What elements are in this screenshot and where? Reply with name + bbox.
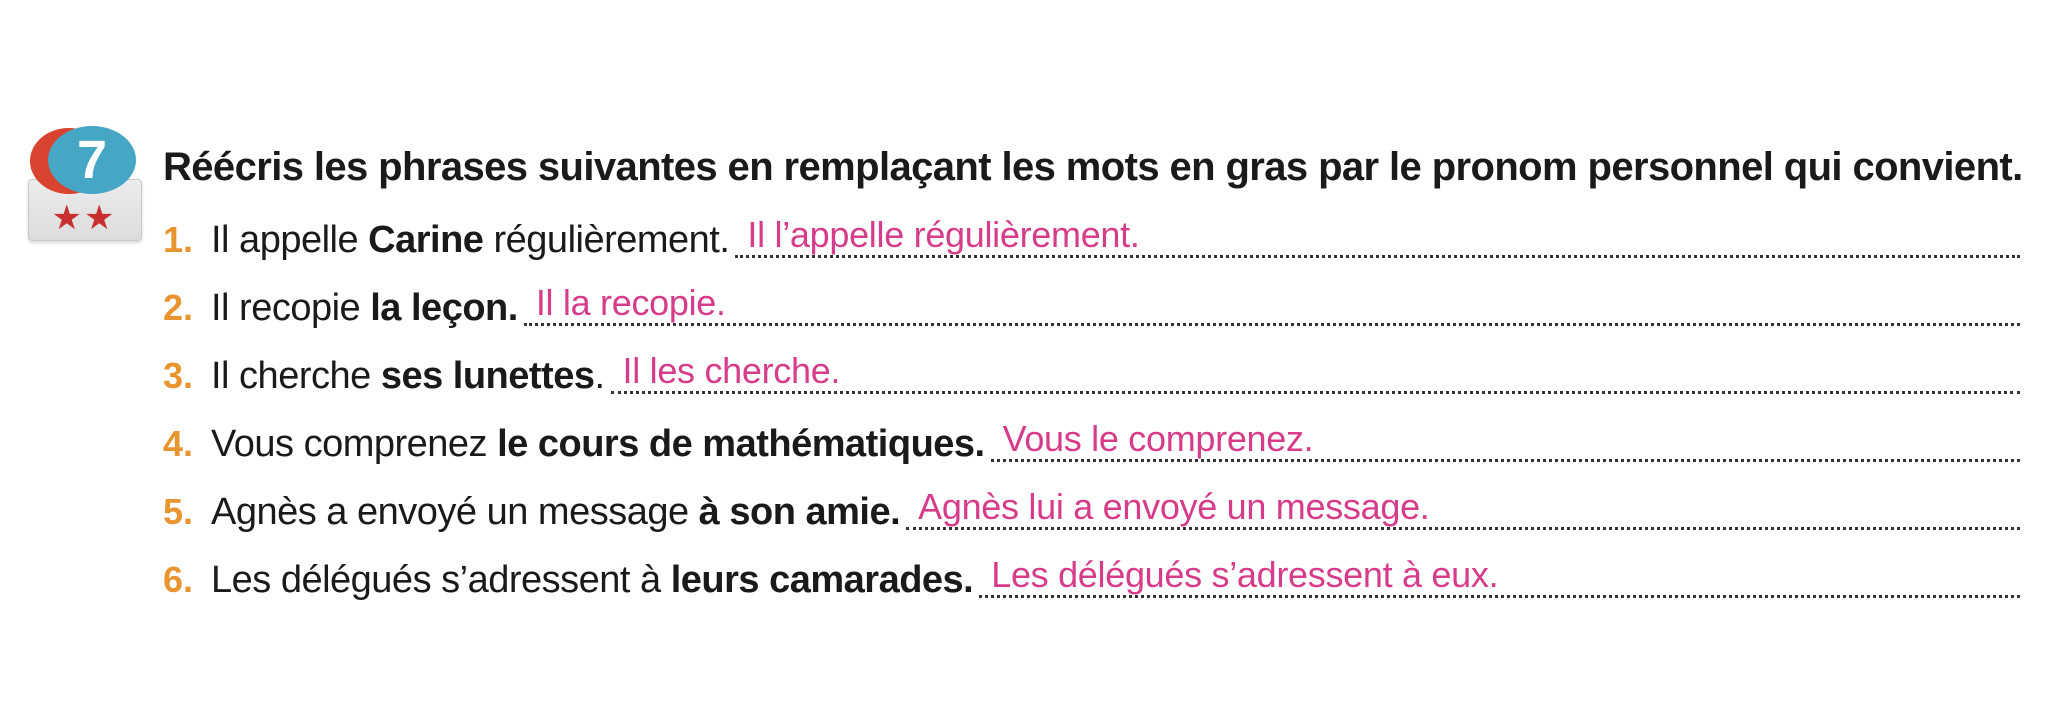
item-sentence xyxy=(211,284,518,332)
exercise-item-5 xyxy=(163,480,2020,536)
sentence-text: Agnès a envoyé un message xyxy=(211,491,699,533)
item-number: 5. xyxy=(163,491,194,532)
item-number: 3. xyxy=(163,355,194,396)
exercise-item-1 xyxy=(163,208,2020,264)
item-number: 4. xyxy=(163,423,194,464)
exercise-item-6 xyxy=(163,548,2020,604)
item-sentence xyxy=(211,488,900,536)
exercise-item-4 xyxy=(163,412,2020,468)
exercise-item-3 xyxy=(163,344,2020,400)
answer-line[interactable] xyxy=(979,547,2020,598)
sentence-text: Il recopie xyxy=(211,287,371,329)
answer-line[interactable] xyxy=(524,275,2020,326)
exercise-number: 7 xyxy=(48,126,136,194)
handwritten-answer: Il l’appelle régulièrement. xyxy=(747,214,1140,255)
sentence-bold-words: la leçon. xyxy=(370,287,518,329)
item-number: 2. xyxy=(163,287,194,328)
handwritten-answer: Vous le comprenez. xyxy=(1002,418,1314,459)
item-sentence xyxy=(211,216,729,264)
item-sentence xyxy=(211,556,973,604)
item-sentence xyxy=(211,420,985,468)
sentence-text-end: . xyxy=(594,355,605,397)
sentence-bold-words: Carine xyxy=(368,219,484,261)
sentence-bold-words: le cours de mathématiques. xyxy=(497,423,985,465)
handwritten-answer: Il les cherche. xyxy=(622,350,841,391)
sentence-text: Il appelle xyxy=(211,219,369,261)
sentence-text: Il cherche xyxy=(211,355,381,397)
difficulty-stars-icon: ★★ xyxy=(51,199,117,237)
item-sentence xyxy=(211,352,605,400)
exercise-number-badge xyxy=(26,124,144,242)
sentence-bold-words: ses lunettes xyxy=(380,355,595,397)
sentence-text: Vous comprenez xyxy=(211,423,498,465)
item-number: 1. xyxy=(163,219,194,260)
sentence-bold-words: leurs camarades. xyxy=(670,559,974,601)
answer-line[interactable] xyxy=(611,343,2020,394)
answer-line[interactable] xyxy=(735,207,2020,258)
handwritten-answer: Les délégués s’adressent à eux. xyxy=(991,554,1499,595)
answer-line[interactable] xyxy=(991,411,2020,462)
sentence-bold-words: à son amie. xyxy=(698,491,901,533)
handwritten-answer: Il la recopie. xyxy=(535,282,726,323)
exercise-instruction: Réécris les phrases suivantes en remplaçant les mots en gras par le pronom personnel qui convient. xyxy=(163,145,2023,189)
answer-line[interactable] xyxy=(906,479,2020,530)
sentence-text: Les délégués s’adressent à xyxy=(211,559,671,601)
handwritten-answer: Agnès lui a envoyé un message. xyxy=(918,486,1430,527)
sentence-text-end: régulièrement. xyxy=(483,219,730,261)
item-number: 6. xyxy=(163,559,194,600)
exercise-item-2 xyxy=(163,276,2020,332)
